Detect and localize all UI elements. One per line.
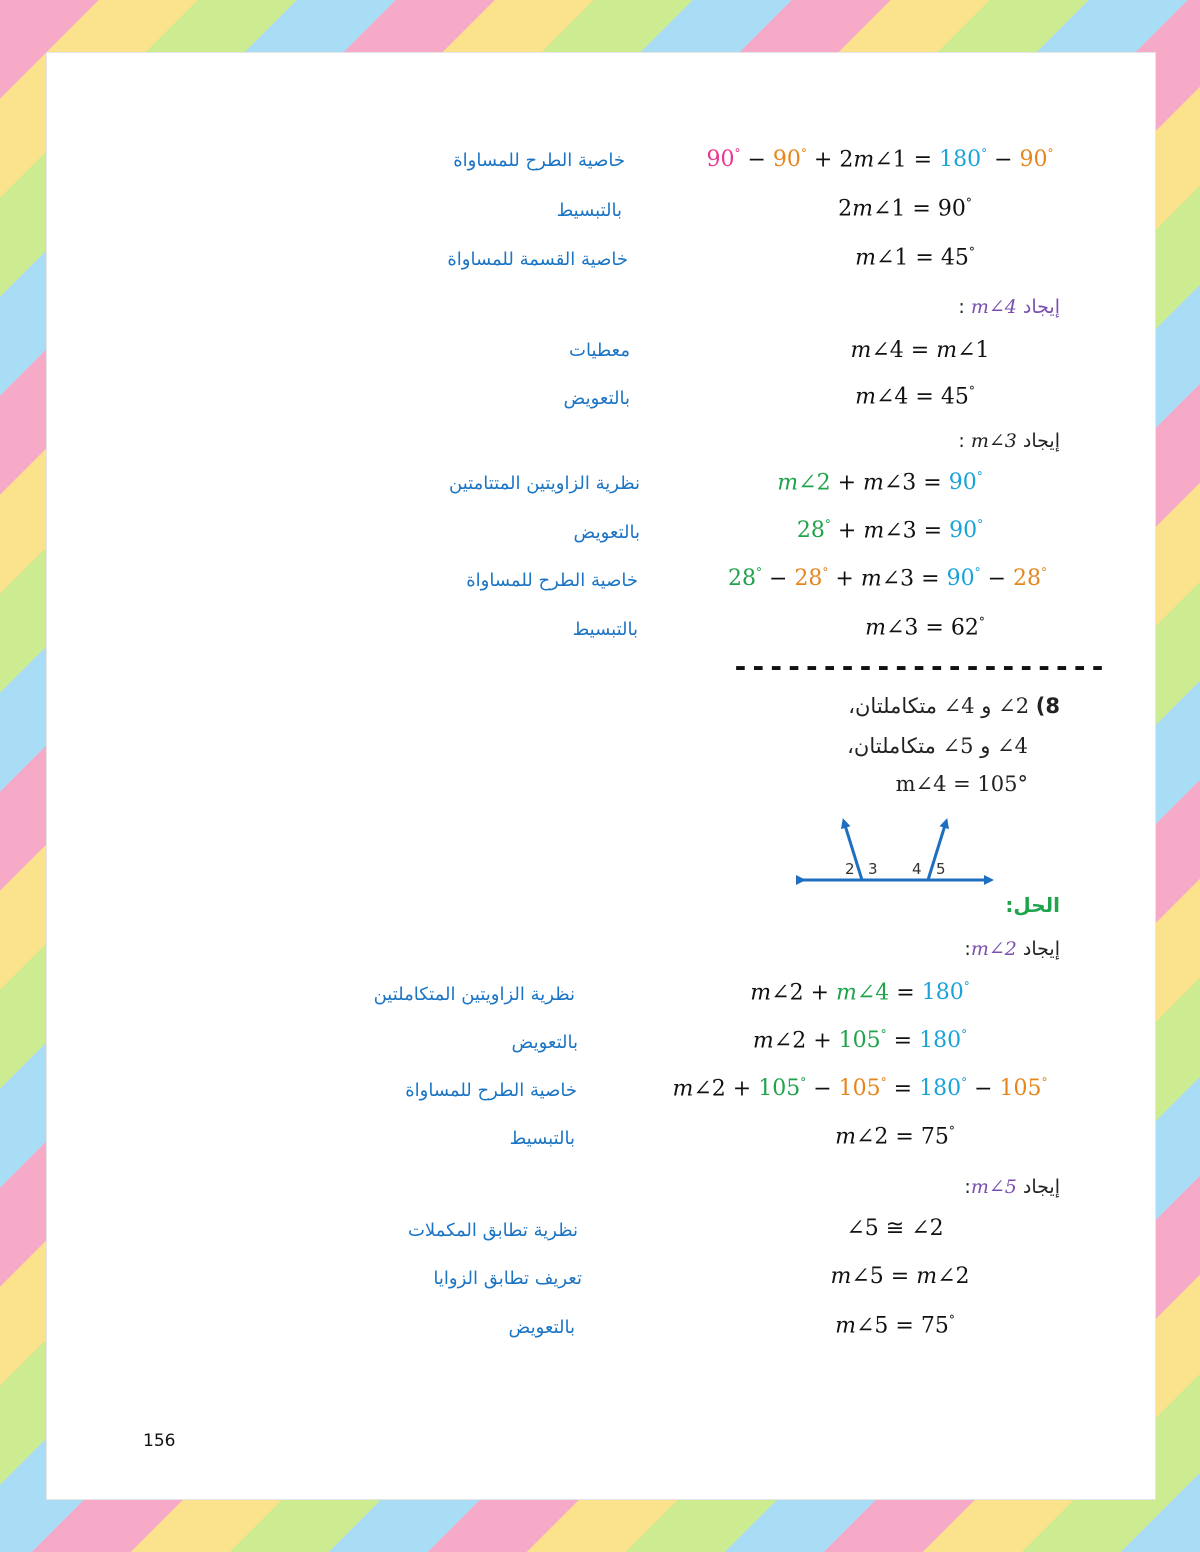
problem-line-3: m∠4 = 105°: [895, 772, 1028, 796]
equation-7: 28° + m∠3 = 90°: [796, 518, 984, 544]
problem-line-1: 8) 2∠ و 4∠ متكاملتان،: [848, 694, 1060, 718]
separator: ---------------------: [732, 650, 1108, 683]
label-angle-3: 3: [868, 860, 878, 878]
equation-3: m∠1 = 45°: [855, 245, 975, 271]
page-number: 156: [143, 1431, 176, 1451]
reason-8: خاصية الطرح للمساواة: [466, 570, 638, 591]
reason-1: خاصية الطرح للمساواة: [453, 150, 625, 171]
equation-10: m∠2 + m∠4 = 180°: [750, 980, 970, 1006]
equation-1: 90° − 90° + 2m∠1 = 180° − 90°: [706, 147, 1054, 173]
reason-12: خاصية الطرح للمساواة: [405, 1080, 577, 1101]
equation-9: m∠3 = 62°: [865, 615, 985, 641]
label-angle-5: 5: [936, 860, 946, 878]
reason-7: بالتعويض: [573, 522, 640, 543]
problem-line-2: 4∠ و 5∠ متكاملتان،: [847, 734, 1028, 758]
reason-2: بالتبسيط: [556, 200, 622, 221]
label-angle-2: 2: [845, 860, 855, 878]
reason-4: معطيات: [569, 340, 630, 361]
reason-5: بالتعويض: [563, 388, 630, 409]
reason-13: بالتبسيط: [509, 1128, 575, 1149]
reason-6: نظرية الزاويتين المتتامتين: [449, 473, 640, 494]
heading-find-m2: إيجاد m∠2:: [964, 938, 1060, 960]
equation-12: m∠2 + 105° − 105° = 180° − 105°: [672, 1076, 1048, 1102]
equation-16: m∠5 = 75°: [835, 1313, 955, 1339]
reason-14: نظرية تطابق المكملات: [407, 1220, 578, 1241]
heading-find-m3: إيجاد m∠3 :: [958, 430, 1060, 452]
reason-11: بالتعويض: [511, 1032, 578, 1053]
equation-6: m∠2 + m∠3 = 90°: [777, 470, 983, 496]
equation-13: m∠2 = 75°: [835, 1124, 955, 1150]
equation-4: m∠4 = m∠1: [850, 338, 990, 363]
equation-2: 2m∠1 = 90°: [838, 196, 972, 222]
solution-label: الحل:: [1005, 893, 1060, 917]
label-angle-4: 4: [912, 860, 922, 878]
equation-11: m∠2 + 105° = 180°: [752, 1028, 968, 1054]
equation-15: m∠5 = m∠2: [830, 1264, 970, 1289]
equation-8: 28° − 28° + m∠3 = 90° − 28°: [728, 566, 1047, 592]
equation-5: m∠4 = 45°: [855, 384, 975, 410]
reason-16: بالتعويض: [508, 1317, 575, 1338]
angle-diagram: [790, 812, 1010, 892]
reason-3: خاصية القسمة للمساواة: [447, 249, 628, 270]
heading-find-m4: إيجاد m∠4 :: [958, 296, 1060, 318]
reason-10: نظرية الزاويتين المتكاملتين: [373, 984, 575, 1005]
reason-15: تعريف تطابق الزوايا: [433, 1268, 582, 1289]
equation-14: ∠5 ≅ ∠2: [846, 1216, 944, 1241]
heading-find-m5: إيجاد m∠5:: [964, 1176, 1060, 1198]
reason-9: بالتبسيط: [572, 619, 638, 640]
